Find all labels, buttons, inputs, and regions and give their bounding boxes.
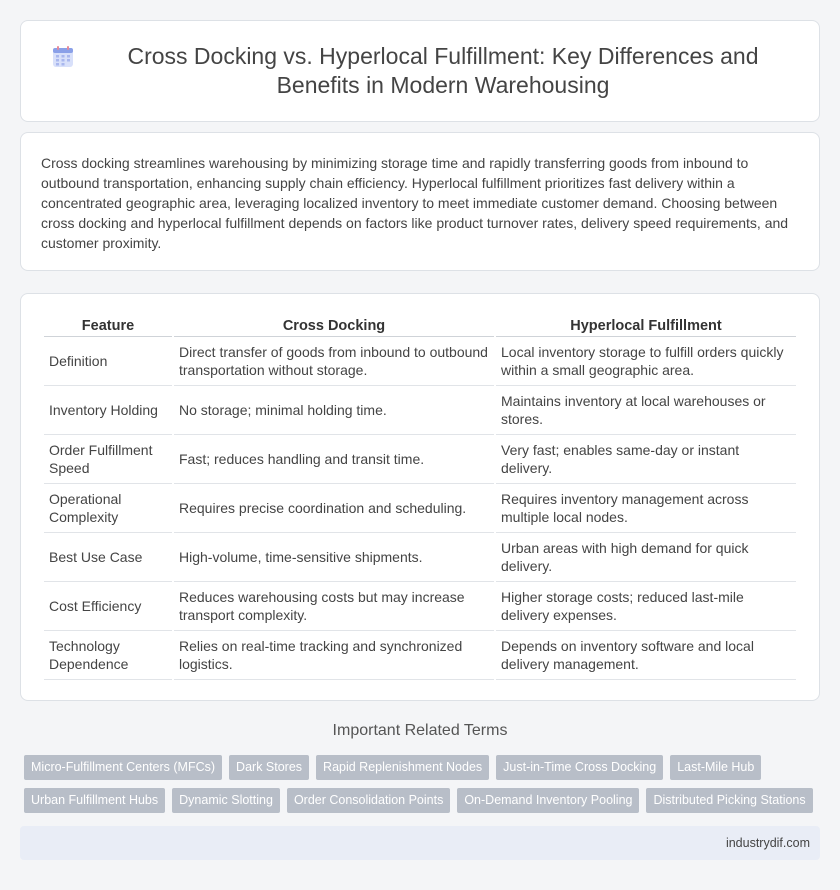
table-row (44, 435, 796, 484)
tag-link[interactable]: On-Demand Inventory Pooling (457, 788, 639, 813)
table-row (44, 386, 796, 435)
comparison-table (42, 316, 798, 680)
calendar-icon (51, 45, 75, 69)
cross-docking-cell: Fast; reduces handling and transit time. (174, 435, 494, 484)
tag-link[interactable]: Just-in-Time Cross Docking (496, 755, 663, 780)
hyperlocal-cell: Very fast; enables same-day or instant delivery. (496, 435, 796, 484)
table-row (44, 337, 796, 386)
table-row (44, 631, 796, 680)
tag-link[interactable]: Distributed Picking Stations (646, 788, 812, 813)
feature-cell: Technology Dependence (44, 631, 172, 680)
hyperlocal-cell: Depends on inventory software and local delivery management. (496, 631, 796, 680)
intro-card (20, 132, 820, 271)
tag-row (24, 755, 824, 780)
feature-cell: Definition (44, 337, 172, 386)
tag-link[interactable]: Urban Fulfillment Hubs (24, 788, 165, 813)
feature-cell: Operational Complexity (44, 484, 172, 533)
cross-docking-cell: High-volume, time-sensitive shipments. (174, 533, 494, 582)
hyperlocal-cell: Local inventory storage to fulfill orders quickly within a small geographic area. (496, 337, 796, 386)
header-card (20, 20, 820, 122)
cross-docking-cell: No storage; minimal holding time. (174, 386, 494, 435)
tag-link[interactable]: Dynamic Slotting (172, 788, 280, 813)
feature-cell: Order Fulfillment Speed (44, 435, 172, 484)
header-feature: Feature (44, 316, 172, 337)
hyperlocal-cell: Requires inventory management across multiple local nodes. (496, 484, 796, 533)
tag-link[interactable]: Micro-Fulfillment Centers (MFCs) (24, 755, 222, 780)
header-cross-docking: Cross Docking (174, 316, 494, 337)
tag-link[interactable]: Order Consolidation Points (287, 788, 450, 813)
table-row (44, 582, 796, 631)
table-row (44, 484, 796, 533)
footer-site-link[interactable]: industrydif.com (725, 836, 810, 850)
tag-link[interactable]: Rapid Replenishment Nodes (316, 755, 489, 780)
cross-docking-cell: Relies on real-time tracking and synchronized logistics. (174, 631, 494, 680)
tag-link[interactable]: Last-Mile Hub (670, 755, 761, 780)
cross-docking-cell: Requires precise coordination and scheduling. (174, 484, 494, 533)
hyperlocal-cell: Urban areas with high demand for quick delivery. (496, 533, 796, 582)
cross-docking-cell: Direct transfer of goods from inbound to outbound transportation without storage. (174, 337, 494, 386)
feature-cell: Best Use Case (44, 533, 172, 582)
comparison-table-card (20, 293, 820, 701)
hyperlocal-cell: Higher storage costs; reduced last-mile delivery expenses. (496, 582, 796, 631)
header-hyperlocal: Hyperlocal Fulfillment (496, 316, 796, 337)
footer (20, 826, 820, 860)
intro-paragraph: Cross docking streamlines warehousing by minimizing storage time and rapidly transferring goods from inbound to outbound transportation, enhancing supply chain efficiency. Hyperlocal fulfillment prioritizes fast delivery within a concentrated geographic area, leveraging localized inventory to meet immediate customer demand. Choosing between cross docking and hyperlocal fulfillment depends on factors like product turnover rates, delivery speed requirements, and customer proximity. (41, 155, 789, 251)
feature-cell: Cost Efficiency (44, 582, 172, 631)
related-terms-tags (24, 755, 824, 821)
table-row (44, 533, 796, 582)
related-terms-title: Important Related Terms (332, 722, 508, 739)
feature-cell: Inventory Holding (44, 386, 172, 435)
page-title: Cross Docking vs. Hyperlocal Fulfillment: Key Differences and Benefits in Modern Warehousing (127, 43, 759, 98)
tag-link[interactable]: Dark Stores (229, 755, 309, 780)
hyperlocal-cell: Maintains inventory at local warehouses or stores. (496, 386, 796, 435)
cross-docking-cell: Reduces warehousing costs but may increase transport complexity. (174, 582, 494, 631)
tag-row (24, 788, 824, 813)
table-header-row (44, 316, 796, 337)
